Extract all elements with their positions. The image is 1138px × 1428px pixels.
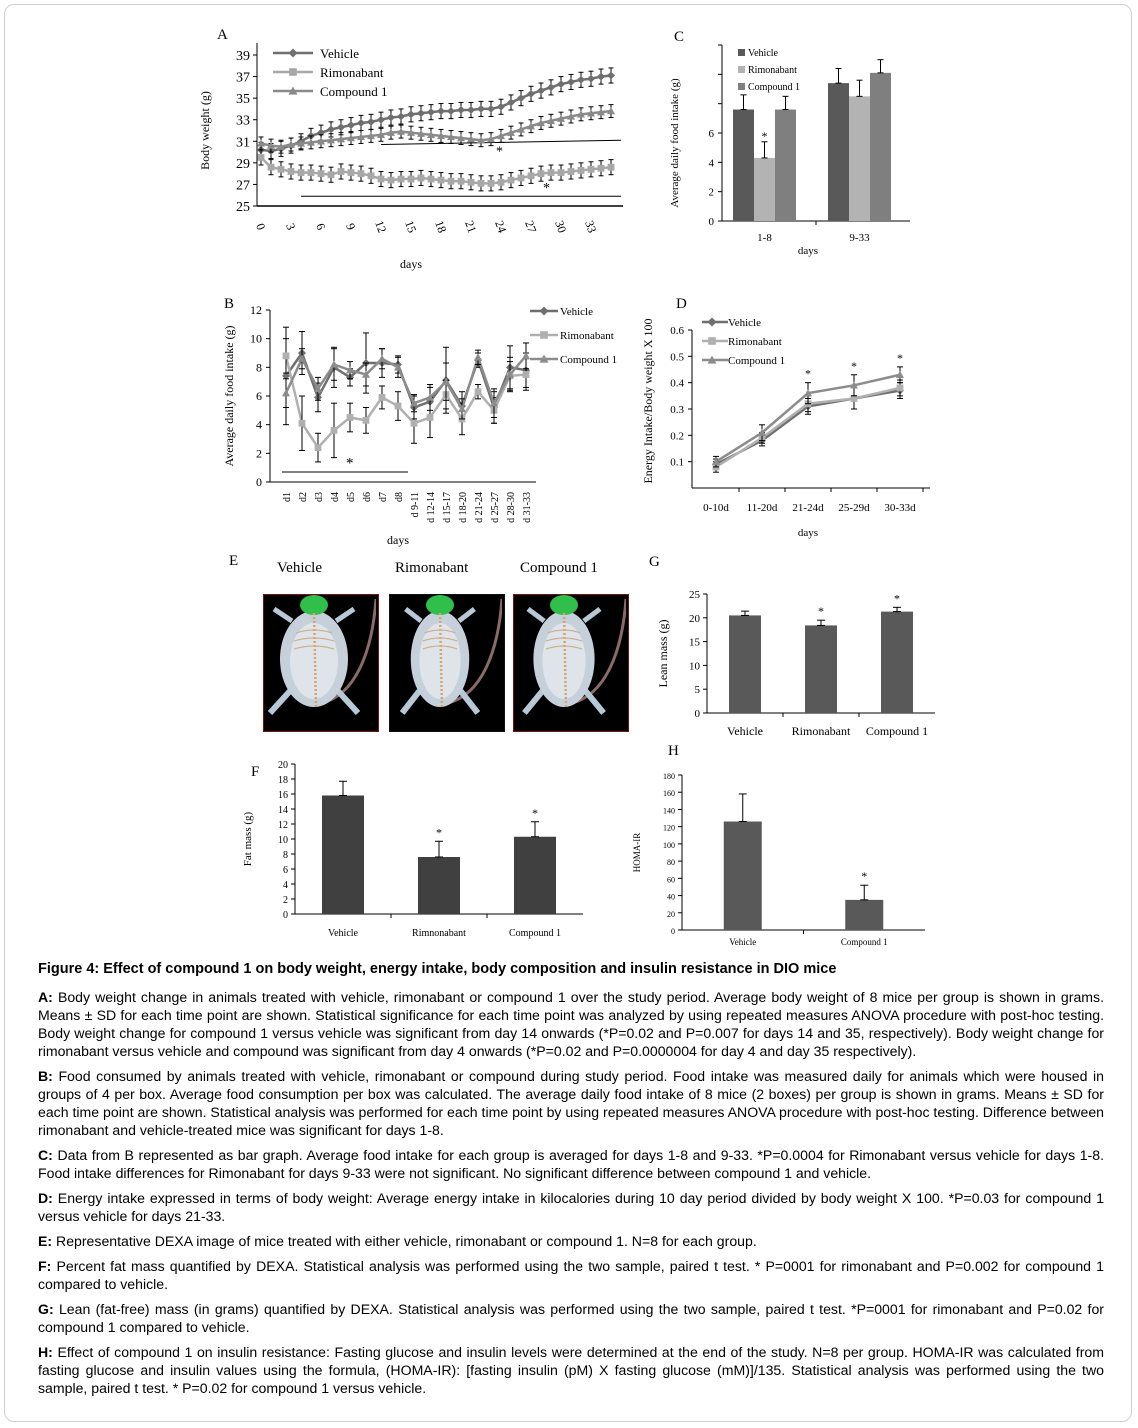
data-point xyxy=(378,355,386,362)
data-point xyxy=(282,389,290,396)
data-point xyxy=(587,75,595,83)
data-point xyxy=(477,105,485,113)
caption-text-f: Percent fat mass quantified by DEXA. Statistical analysis was performed using the two sample, paired t test. * P=0001 for rimonabant and P=0.002 for compound 1 compared to vehicle. xyxy=(38,1258,1104,1292)
data-point xyxy=(528,172,535,179)
x-tick-label: Vehicle xyxy=(729,937,757,947)
x-tick-label: Vehicle xyxy=(727,724,763,738)
legend-marker xyxy=(540,331,548,339)
panel-d-chart xyxy=(640,292,940,547)
panel-f-chart xyxy=(242,758,605,948)
x-tick-label: 24 xyxy=(492,218,510,235)
x-tick-label: d 9-11 xyxy=(410,492,421,518)
y-tick-label: 25 xyxy=(236,200,250,215)
dexa-head xyxy=(426,595,454,615)
x-tick-label: 0 xyxy=(253,221,269,232)
x-tick-label: 9 xyxy=(343,221,359,232)
legend-label: Rimonabant xyxy=(728,336,782,348)
caption-text-a: Body weight change in animals treated with vehicle, rimonabant or compound 1 over the study period. Average body weight of 8 mice per group is shown in grams. Means ± SD for each time point are shown. Statistical significance for each time point was analyzed by using repeated measures ANOVA procedure with post-hoc testing. Body weight change for compound 1 versus vehicle was significant from day 14 onwards (*P=0.02 and P=0.007 for days 14 and 35, respectively). Body weight change for rimonabant versus vehicle and compound was significant from day 4 onwards (*P=0.02 and P=0.0000004 for day 4 and day 35 respectively). xyxy=(38,989,1104,1059)
data-point xyxy=(588,166,595,173)
x-tick-label: 0-10d xyxy=(703,502,729,514)
dexa-image-compound-1 xyxy=(513,594,629,732)
data-point xyxy=(328,171,335,178)
data-point xyxy=(298,169,305,176)
legend-label: Rimonabant xyxy=(560,330,614,342)
bar xyxy=(881,612,913,713)
panel-c-chart xyxy=(660,25,920,260)
x-tick-label: Rimnonabant xyxy=(412,928,466,939)
series-line xyxy=(286,353,526,407)
bar xyxy=(805,625,837,713)
x-tick-label: 3 xyxy=(283,221,299,232)
data-point xyxy=(598,165,605,172)
data-point xyxy=(457,106,465,114)
y-tick-label: 20 xyxy=(689,612,700,625)
x-tick-label: d2 xyxy=(298,492,309,502)
x-tick-label: d 25-27 xyxy=(490,492,501,523)
panel-d-label: D xyxy=(676,296,687,312)
data-point xyxy=(347,121,355,129)
y-tick-label: 2 xyxy=(708,186,714,199)
caption-text-h: Effect of compound 1 on insulin resistance: Fasting glucose and insulin levels were determined at the end of the study. N=8 per group. HOMA-IR was calculated from fasting glucose and insulin values using the formula, (HOMA-IR): [fasting insulin (pM) X fasting glucose (mM)]/135. Statistical analysis was performed using the two sample, paired t test. * P=0.02 for compound 1 versus vehicle. xyxy=(38,1344,1104,1396)
y-tick-label: 6 xyxy=(708,128,714,140)
data-point xyxy=(318,170,325,177)
bar xyxy=(828,83,849,221)
bar xyxy=(775,110,796,221)
y-tick-label: 40 xyxy=(667,892,675,902)
significance-marker: * xyxy=(897,350,903,365)
caption-paragraph-h xyxy=(38,1343,1104,1397)
data-point xyxy=(508,177,515,184)
legend-marker xyxy=(540,307,549,316)
data-point xyxy=(597,73,605,81)
caption-label-b: B: xyxy=(38,1068,53,1084)
series-line xyxy=(286,356,526,448)
dexa-scan-graphic xyxy=(390,595,502,729)
data-point xyxy=(578,167,585,174)
dexa-title-compound-1: Compound 1 xyxy=(520,560,598,576)
data-point xyxy=(458,178,465,185)
bar xyxy=(724,822,762,931)
legend-label: Compound 1 xyxy=(560,354,618,366)
y-tick-label: 20 xyxy=(667,909,675,919)
y-tick-label: 29 xyxy=(236,156,250,172)
y-tick-label: 0 xyxy=(671,927,675,936)
y-tick-label: 27 xyxy=(236,178,250,194)
data-point xyxy=(438,177,445,184)
y-tick-label: 33 xyxy=(236,113,250,129)
panel-e-label: E xyxy=(229,553,239,569)
bar xyxy=(849,96,870,221)
x-tick-label: 27 xyxy=(522,218,540,235)
data-point xyxy=(448,178,455,185)
y-tick-label: 160 xyxy=(663,789,675,799)
y-axis-title: Body weight (g) xyxy=(198,91,212,170)
x-tick-label: 21 xyxy=(462,218,480,235)
dexa-title-rimonabant: Rimonabant xyxy=(395,560,469,576)
y-tick-label: 15 xyxy=(689,636,700,649)
data-point xyxy=(299,420,306,427)
y-tick-label: 10 xyxy=(278,835,288,846)
caption-paragraph-d xyxy=(38,1189,1104,1225)
y-tick-label: 35 xyxy=(236,92,250,108)
bar xyxy=(845,900,883,930)
y-tick-label: 0.2 xyxy=(670,430,684,443)
data-point xyxy=(367,118,375,126)
y-tick-label: 8 xyxy=(256,360,262,375)
series-line xyxy=(261,75,611,151)
data-point xyxy=(527,90,535,98)
data-point xyxy=(537,87,545,95)
legend-label: Rimonabant xyxy=(320,65,384,80)
figure-caption xyxy=(38,958,1104,1404)
legend-marker xyxy=(289,68,297,76)
data-point xyxy=(337,123,345,131)
data-point xyxy=(517,94,525,102)
data-point xyxy=(330,360,338,367)
legend-swatch xyxy=(738,49,745,56)
data-point xyxy=(547,83,555,91)
data-point xyxy=(358,170,365,177)
data-point xyxy=(258,154,265,161)
x-tick-label: d3 xyxy=(314,492,325,502)
legend-label: Compound 1 xyxy=(748,82,800,93)
x-axis-title: days xyxy=(797,245,819,257)
y-tick-label: 0.1 xyxy=(670,456,684,469)
caption-text-c: Data from B represented as bar graph. Average food intake for each group is averaged for days 1-8 and 9-33. *P=0.0004 for Rimonabant versus vehicle for days 1-8. Food intake differences for Rimonabant for days 9-33 were not significant. No significant difference between compound 1 and vehicle. xyxy=(38,1147,1104,1181)
y-tick-label: 16 xyxy=(278,790,288,801)
y-tick-label: 0.4 xyxy=(670,377,684,390)
data-point xyxy=(538,170,545,177)
data-point xyxy=(395,403,402,410)
y-tick-label: 18 xyxy=(278,775,288,786)
x-tick-label: d7 xyxy=(378,492,389,502)
panel-e-dexa-images xyxy=(225,552,605,737)
caption-paragraph-e xyxy=(38,1232,1104,1250)
legend-swatch xyxy=(738,83,745,90)
x-tick-label: 30 xyxy=(552,218,570,235)
data-point xyxy=(568,168,575,175)
legend-swatch xyxy=(738,66,745,73)
x-tick-label: Vehicle xyxy=(328,928,358,939)
x-axis-title: days xyxy=(387,533,409,547)
panel-g-chart xyxy=(645,552,945,742)
caption-paragraph-g xyxy=(38,1300,1104,1336)
x-tick-label: 1-8 xyxy=(757,232,772,244)
y-tick-label: 0.5 xyxy=(670,351,684,364)
y-tick-label: 4 xyxy=(283,880,288,891)
panel-h-chart xyxy=(630,740,950,952)
legend-label: Compound 1 xyxy=(320,84,388,99)
y-axis-title: Average daily food intake (g) xyxy=(222,325,236,467)
x-tick-label: d1 xyxy=(282,492,293,502)
panel-a-chart xyxy=(195,25,625,275)
data-point xyxy=(397,112,405,120)
y-axis-title: Fat mass (g) xyxy=(242,811,254,867)
series-line xyxy=(286,356,526,409)
data-point xyxy=(407,110,415,118)
data-point xyxy=(363,417,370,424)
data-point xyxy=(398,176,405,183)
y-tick-label: 4 xyxy=(708,157,714,170)
data-point xyxy=(327,125,335,133)
caption-label-h: H: xyxy=(38,1344,53,1360)
y-tick-label: 120 xyxy=(663,823,675,833)
x-tick-label: d4 xyxy=(330,492,341,502)
data-point xyxy=(357,119,365,127)
panel-b-label: B xyxy=(224,296,235,312)
caption-label-d: D: xyxy=(38,1190,53,1206)
data-point xyxy=(523,371,530,378)
y-axis-title: Energy Intake/Body weight X 100 xyxy=(641,318,655,484)
data-point xyxy=(467,106,475,114)
panel-b-chart xyxy=(218,292,628,552)
data-point xyxy=(558,169,565,176)
dexa-scan-graphic xyxy=(264,595,376,729)
y-axis-title: Lean mass (g) xyxy=(656,619,670,688)
y-tick-label: 0 xyxy=(708,216,714,228)
data-point xyxy=(607,71,615,79)
data-point xyxy=(478,180,485,187)
bar xyxy=(733,110,754,221)
significance-marker: * xyxy=(496,144,503,160)
x-tick-label: Compound 1 xyxy=(509,928,561,939)
y-axis-title: Average daily food intake (g) xyxy=(669,78,681,208)
data-point xyxy=(288,168,295,175)
y-tick-label: 12 xyxy=(250,303,262,317)
data-point xyxy=(338,168,345,175)
x-tick-label: 12 xyxy=(372,218,390,235)
significance-marker: * xyxy=(818,604,824,619)
bar xyxy=(514,837,556,914)
dexa-title-vehicle: Vehicle xyxy=(277,560,322,576)
caption-paragraph-c xyxy=(38,1146,1104,1182)
panel-c-label: C xyxy=(674,29,685,45)
legend-label: Rimonabant xyxy=(748,65,797,76)
y-tick-label: 25 xyxy=(689,589,700,601)
data-point xyxy=(315,444,322,451)
data-point xyxy=(447,107,455,115)
caption-text-e: Representative DEXA image of mice treated with either vehicle, rimonabant or compound 1. N=8 for each group. xyxy=(52,1233,757,1249)
x-tick-label: Compound 1 xyxy=(840,937,888,947)
caption-text-b: Food consumed by animals treated with vehicle, rimonabant or compound during study period. Food intake was measured daily for animals which were housed in groups of 4 per box. Average food consumption per box was calculated. The average daily food intake of 8 mice (2 boxes) per group is shown in grams. Means ± SD for each time point are shown. Statistical analysis was performed for each time point by using repeated measures ANOVA procedure with post-hoc testing. Difference between rimonabant and vehicle-treated mice was significant for days 1-8. xyxy=(38,1068,1104,1138)
data-point xyxy=(428,176,435,183)
data-point xyxy=(427,414,434,421)
significance-marker: * xyxy=(346,455,354,472)
y-tick-label: 2 xyxy=(256,446,262,461)
bar xyxy=(754,158,775,221)
data-point xyxy=(427,108,435,116)
significance-marker: * xyxy=(761,128,768,143)
caption-label-a: A: xyxy=(38,989,53,1005)
y-tick-label: 8 xyxy=(283,850,288,861)
significance-marker: * xyxy=(532,805,538,820)
x-tick-label: d 15-17 xyxy=(442,492,453,523)
data-point xyxy=(557,80,565,88)
y-tick-label: 0.3 xyxy=(670,404,684,416)
data-point xyxy=(388,177,395,184)
y-tick-label: 100 xyxy=(663,840,675,850)
data-point xyxy=(577,76,585,84)
x-tick-label: Rimonabant xyxy=(791,724,851,738)
significance-marker: * xyxy=(436,825,442,840)
panel-label: H xyxy=(668,743,679,759)
x-tick-label: d8 xyxy=(394,492,405,502)
x-tick-label: 30-33d xyxy=(884,502,916,514)
data-point xyxy=(498,179,505,186)
y-tick-label: 2 xyxy=(283,895,288,906)
caption-text-d: Energy intake expressed in terms of body weight: Average energy intake in kilocalories during 10 day period divided by body weight X 100. *P=0.03 for compound 1 versus vehicle for days 21-33. xyxy=(38,1190,1104,1224)
dexa-head xyxy=(550,595,578,615)
data-point xyxy=(417,109,425,117)
figure-title: Figure 4: Effect of compound 1 on body weight, energy intake, body composition and insulin resistance in DIO mice xyxy=(38,961,837,977)
data-point xyxy=(278,166,285,173)
caption-paragraph-f xyxy=(38,1257,1104,1293)
y-tick-label: 0 xyxy=(283,910,288,921)
y-axis-title: HOMA-IR xyxy=(632,832,642,873)
data-point xyxy=(411,420,418,427)
x-axis-title: days xyxy=(400,257,422,271)
data-point xyxy=(347,414,354,421)
x-tick-label: d 21-24 xyxy=(474,492,485,523)
x-tick-label: d5 xyxy=(346,492,357,502)
y-tick-label: 20 xyxy=(278,760,288,771)
data-point xyxy=(408,176,415,183)
y-tick-label: 4 xyxy=(256,417,262,432)
dexa-image-vehicle xyxy=(263,594,379,732)
legend-marker xyxy=(289,49,298,58)
caption-paragraph-b xyxy=(38,1067,1104,1139)
legend-marker xyxy=(708,337,716,345)
significance-marker: * xyxy=(861,869,868,884)
x-tick-label: Compound 1 xyxy=(865,724,929,738)
data-point xyxy=(897,385,904,392)
data-point xyxy=(283,352,290,359)
data-point xyxy=(488,180,495,187)
x-tick-label: 11-20d xyxy=(746,502,778,514)
y-tick-label: 10 xyxy=(689,660,700,673)
data-point xyxy=(437,107,445,115)
y-tick-label: 140 xyxy=(663,806,675,816)
data-point xyxy=(378,176,385,183)
data-point xyxy=(268,164,275,171)
data-point xyxy=(474,353,482,360)
data-point xyxy=(368,172,375,179)
y-tick-label: 0 xyxy=(694,708,700,720)
significance-marker: * xyxy=(851,358,857,373)
data-point xyxy=(487,105,495,113)
legend-label: Vehicle xyxy=(748,48,778,59)
legend-label: Vehicle xyxy=(560,306,593,318)
x-tick-label: 33 xyxy=(582,218,600,235)
y-tick-label: 12 xyxy=(278,820,288,831)
panel-label: G xyxy=(649,554,660,570)
y-tick-label: 80 xyxy=(667,858,675,868)
dexa-image-rimonabant xyxy=(389,594,505,732)
y-tick-label: 10 xyxy=(250,331,262,346)
y-tick-label: 0 xyxy=(256,475,262,489)
x-tick-label: 25-29d xyxy=(838,502,870,514)
caption-label-f: F: xyxy=(38,1258,52,1274)
legend-label: Vehicle xyxy=(728,317,761,329)
y-tick-label: 31 xyxy=(236,135,250,151)
significance-marker: * xyxy=(543,180,550,196)
data-point xyxy=(377,116,385,124)
data-point xyxy=(475,388,482,395)
x-tick-label: d 28-30 xyxy=(506,492,517,523)
x-tick-label: d6 xyxy=(362,492,373,502)
caption-paragraph-a xyxy=(38,988,1104,1060)
y-tick-label: 39 xyxy=(236,49,250,64)
y-tick-label: 6 xyxy=(283,865,288,876)
x-tick-label: 6 xyxy=(313,221,329,232)
dexa-head xyxy=(300,595,328,615)
legend-label: Vehicle xyxy=(320,46,359,61)
data-point xyxy=(387,114,395,122)
legend-marker xyxy=(708,318,717,327)
y-tick-label: 0.6 xyxy=(670,325,684,337)
bar xyxy=(418,857,460,914)
x-tick-label: 15 xyxy=(402,218,420,235)
x-axis-title: days xyxy=(797,527,819,539)
x-tick-label: d 12-14 xyxy=(426,492,437,523)
significance-marker: * xyxy=(805,366,811,381)
data-point xyxy=(348,169,355,176)
data-point xyxy=(548,169,555,176)
caption-label-c: C: xyxy=(38,1147,53,1163)
data-point xyxy=(608,164,615,171)
bar xyxy=(870,73,891,221)
x-tick-label: d 31-33 xyxy=(522,492,533,523)
x-tick-label: 18 xyxy=(432,218,450,235)
data-point xyxy=(308,169,315,176)
data-point xyxy=(379,394,386,401)
x-tick-label: 21-24d xyxy=(792,502,824,514)
panel-a-label: A xyxy=(217,27,228,43)
y-tick-label: 180 xyxy=(663,772,675,781)
panel-label: F xyxy=(251,764,260,780)
y-tick-label: 6 xyxy=(256,389,262,403)
data-point xyxy=(497,103,505,111)
data-point xyxy=(518,175,525,182)
data-point xyxy=(507,98,515,106)
bar xyxy=(322,796,364,915)
x-tick-label: 9-33 xyxy=(849,232,870,244)
caption-label-e: E: xyxy=(38,1233,53,1249)
caption-text-g: Lean (fat-free) mass (in grams) quantified by DEXA. Statistical analysis was performed using the two sample, paired t test. *P=0001 for rimonabant and P=0.02 for compound 1 compared to vehicle. xyxy=(38,1301,1104,1335)
caption-label-g: G: xyxy=(38,1301,54,1317)
y-tick-label: 5 xyxy=(694,684,700,697)
significance-marker: * xyxy=(894,591,900,606)
data-point xyxy=(468,179,475,186)
data-point xyxy=(418,175,425,182)
y-tick-label: 14 xyxy=(278,805,288,816)
y-tick-label: 37 xyxy=(236,70,250,86)
data-point xyxy=(567,78,575,86)
x-tick-label: d 18-20 xyxy=(458,492,469,523)
y-tick-label: 60 xyxy=(667,875,675,885)
data-point xyxy=(331,427,338,434)
legend-label: Compound 1 xyxy=(728,355,786,367)
bar xyxy=(729,615,761,713)
dexa-scan-graphic xyxy=(514,595,626,729)
